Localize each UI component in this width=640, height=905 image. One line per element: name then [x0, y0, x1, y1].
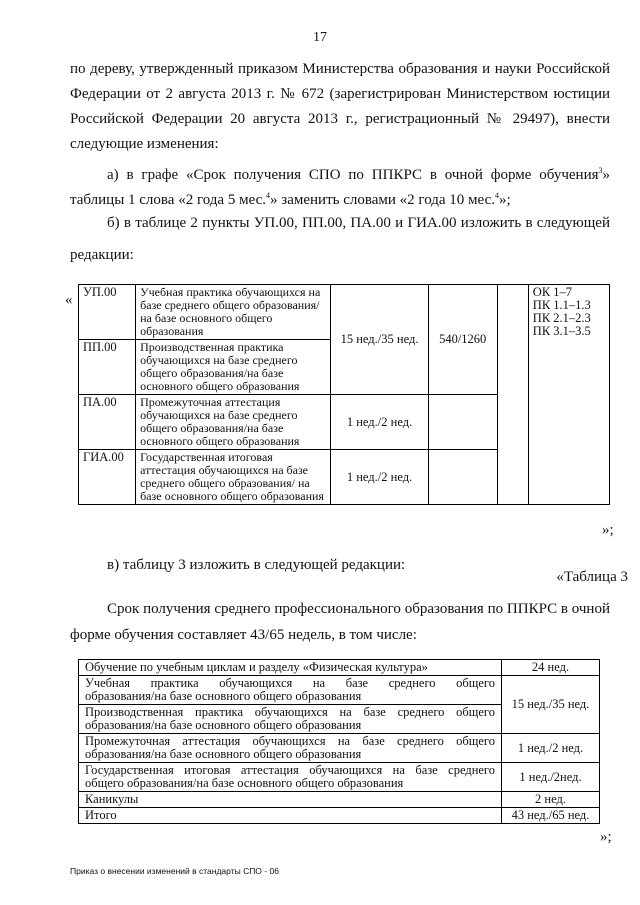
- label-line: Промежуточная аттестация обучающихся на базе среднего общего: [85, 734, 495, 748]
- competency: ПК 2.1–2.3: [532, 311, 591, 325]
- label-line: общего образования/на базе основного общего образования: [85, 776, 404, 790]
- item-a-line-1: а) в графе «Срок получения СПО по ППКРС в очной форме обучения$^3$»: [107, 166, 610, 183]
- label-line: образования/на базе основного общего образования: [85, 689, 362, 703]
- label-cell: [79, 734, 502, 763]
- desc-cell: Государственная итоговая аттестация обучающихся на базе среднего общего образования/ на базе основного общего образования: [136, 450, 331, 505]
- table-row: [79, 676, 600, 705]
- weeks-cell: 15 нед./35 нед.: [331, 285, 428, 395]
- label-cell: [79, 763, 502, 792]
- value-cell: 15 нед./35 нед.: [502, 676, 600, 734]
- label-line: Производственная практика обучающихся на базе среднего общего: [85, 705, 495, 719]
- paragraph-line-4: следующие изменения:: [70, 136, 219, 152]
- close-quote: »;: [602, 522, 614, 538]
- competencies-cell: [528, 285, 609, 505]
- item-b-line-1: б) в таблице 2 пункты УП.00, ПП.00, ПА.00 и ГИА.00 изложить в следующей: [107, 215, 610, 231]
- table-row: [79, 792, 600, 808]
- value-cell: 1 нед./2 нед.: [502, 734, 600, 763]
- empty-cell: [497, 285, 528, 505]
- competency: ОК 1–7: [532, 285, 573, 299]
- table-row: [79, 763, 600, 792]
- value-cell: 2 нед.: [502, 792, 600, 808]
- hours-cell: 540/1260: [428, 285, 497, 395]
- label-cell: Обучение по учебным циклам и разделу «Физическая культура»: [79, 660, 502, 676]
- table-row: [79, 808, 600, 824]
- code-cell: ГИА.00: [79, 450, 136, 505]
- table-label: «Таблица 3: [556, 569, 628, 585]
- competency: ПК 1.1–1.3: [532, 298, 591, 312]
- summary-line-1: Срок получения среднего профессионального образования по ППКРС в очной: [107, 601, 610, 617]
- summary-line-2: форме обучения составляет 43/65 недель, в том числе:: [70, 627, 417, 643]
- table-3: [78, 659, 600, 824]
- desc-cell: Промежуточная аттестация обучающихся на базе среднего общего образования/на базе основного общего образования: [136, 395, 331, 450]
- label-line: Учебная практика обучающихся на базе среднего общего: [85, 676, 495, 690]
- item-a-line-2: таблицы 1 слова «2 года 5 мес.$^4$» заменить словами «2 года 10 мес.$^4$»;: [70, 191, 511, 208]
- table-row: [79, 285, 610, 340]
- page-number: 17: [313, 30, 327, 45]
- code-cell: УП.00: [79, 285, 136, 340]
- table-row: [79, 660, 600, 676]
- label-line: Государственная итоговая аттестация обучающихся на базе среднего: [85, 763, 495, 777]
- desc-cell: Производственная практика обучающихся на базе среднего общего образования/на базе основного общего образования: [136, 340, 331, 395]
- label-cell: Каникулы: [79, 792, 502, 808]
- competency: ПК 3.1–3.5: [532, 324, 591, 338]
- footer-note: Приказ о внесении изменений в стандарты СПО - 06: [70, 866, 279, 876]
- label-cell: Итого: [79, 808, 502, 824]
- paragraph-line-3: Российской Федерации 20 августа 2013 г., регистрационный № 29497), внести: [70, 111, 610, 127]
- desc-cell: Учебная практика обучающихся на базе среднего общего образования/на базе основного общего образования: [136, 285, 331, 340]
- hours-cell: [428, 395, 497, 450]
- item-b-line-2: редакции:: [70, 247, 134, 263]
- weeks-cell: 1 нед./2 нед.: [331, 395, 428, 450]
- close-quote-2: »;: [600, 829, 612, 845]
- paragraph-line-2: Федерации от 2 августа 2013 г. № 672 (зарегистрирован Министерством юстиции: [70, 86, 610, 102]
- open-quote: «: [65, 292, 73, 308]
- item-v: в) таблицу 3 изложить в следующей редакции:: [107, 557, 406, 573]
- hours-cell: [428, 450, 497, 505]
- code-cell: ПП.00: [79, 340, 136, 395]
- value-cell: 24 нед.: [502, 660, 600, 676]
- table-row: [79, 734, 600, 763]
- label-line: образования/на базе основного общего образования: [85, 718, 362, 732]
- value-cell: 1 нед./2нед.: [502, 763, 600, 792]
- weeks-cell: 1 нед./2 нед.: [331, 450, 428, 505]
- table-2-excerpt: [78, 284, 610, 505]
- label-cell: [79, 705, 502, 734]
- paragraph-line-1: по дереву, утвержденный приказом Министерства образования и науки Российской: [70, 61, 610, 77]
- code-cell: ПА.00: [79, 395, 136, 450]
- label-cell: [79, 676, 502, 705]
- label-line: образования/на базе основного общего образования: [85, 747, 362, 761]
- value-cell: 43 нед./65 нед.: [502, 808, 600, 824]
